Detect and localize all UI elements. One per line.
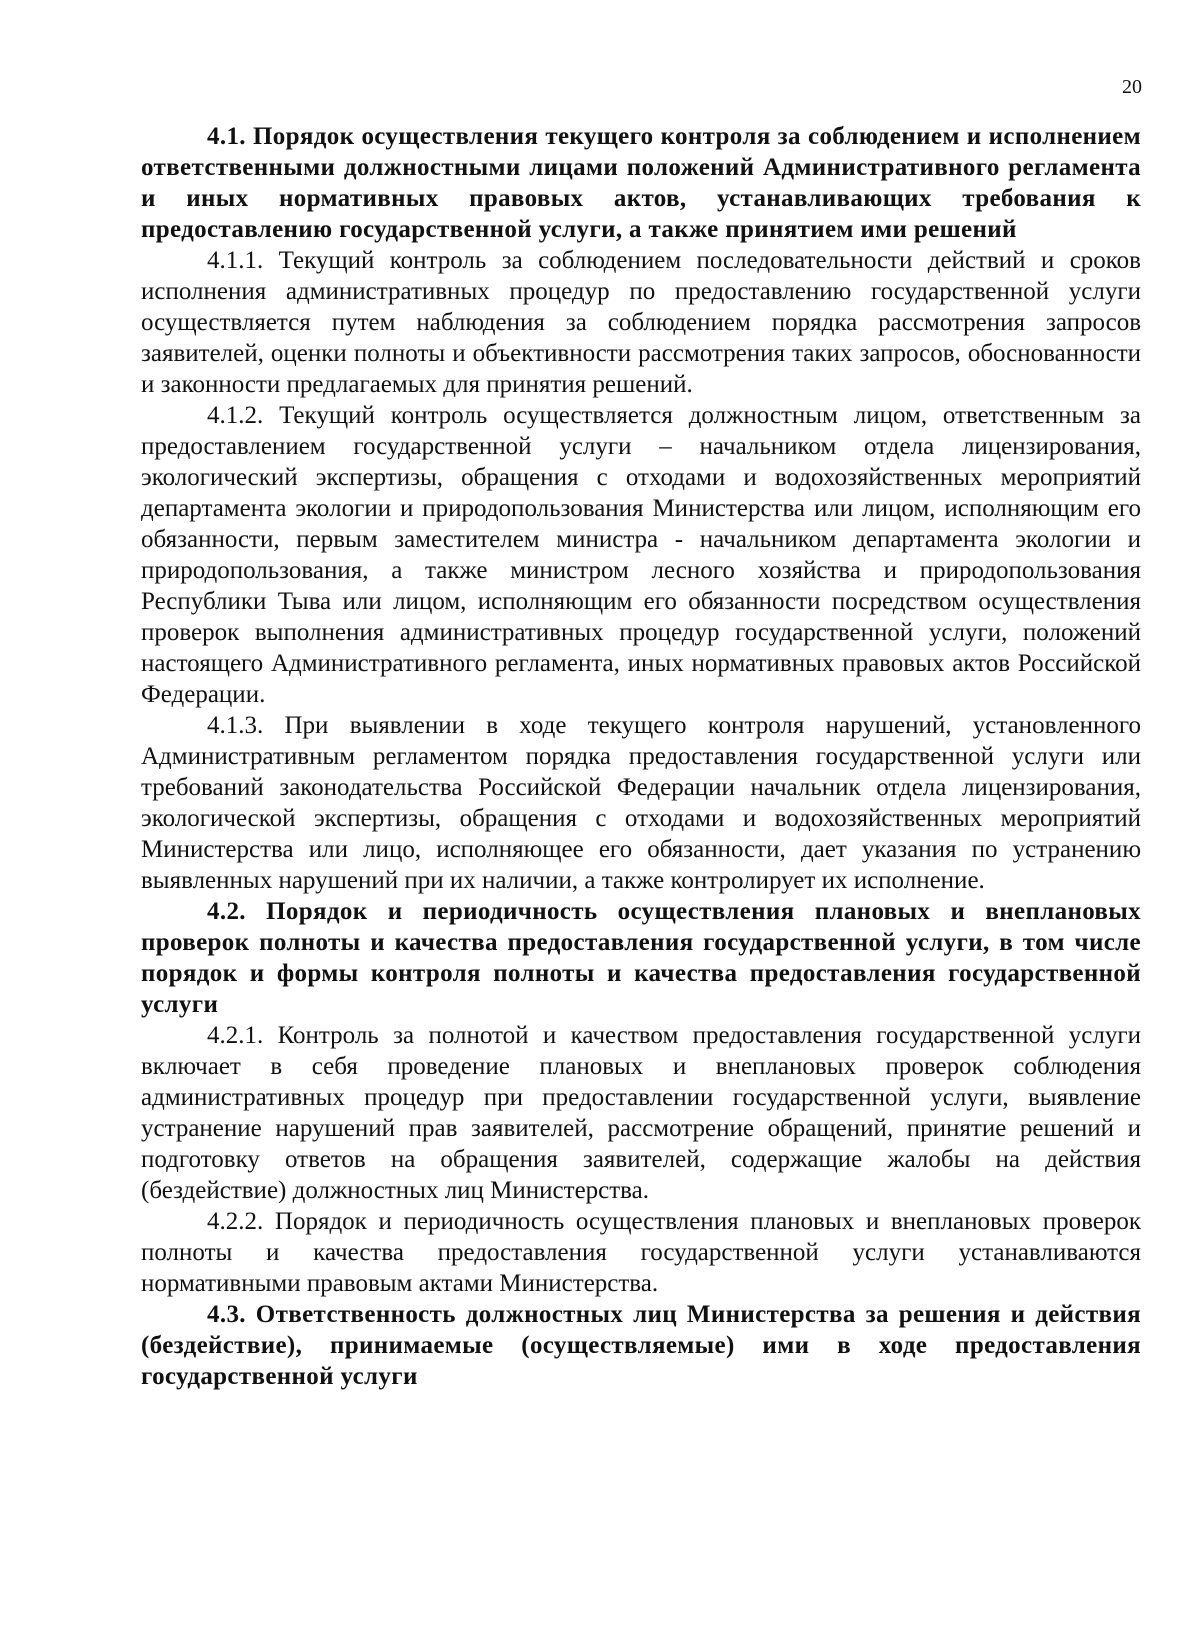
paragraph-4-2-2: 4.2.2. Порядок и периодичность осуществления плановых и внеплановых проверок полноты и качества предоставления государственной услуги устанавливаются нормативными правовым актами Министерства. (141, 1208, 1141, 1297)
section-heading-4-3: 4.3. Ответственность должностных лиц Министерства за решения и действия (бездействие), принимаемые (осуществляемые) ими в ходе предоставления государственной услуги (141, 1301, 1141, 1390)
section-heading-4-2: 4.2. Порядок и периодичность осуществления плановых и внеплановых проверок полноты и качества предоставления государственной услуги, в том числе порядок и формы контроля полноты и качества предоставления государственной услуги (141, 898, 1141, 1018)
page-number: 20 (1122, 76, 1142, 98)
document-body (141, 121, 1141, 1392)
paragraph-4-1-1: 4.1.1. Текущий контроль за соблюдением последовательности действий и сроков исполнения административных процедур по предоставлению государственной услуги осуществляется путем наблюдения за соблюдением порядка рассмотрения запросов заявителей, оценки полноты и объективности рассмотрения таких запросов, обоснованности и законности предлагаемых для принятия решений. (141, 247, 1141, 398)
paragraph-4-2-1: 4.2.1. Контроль за полнотой и качеством предоставления государственной услуги включает в себя проведение плановых и внеплановых проверок соблюдения административных процедур при предоставлении государственной услуги, выявление устранение нарушений прав заявителей, рассмотрение обращений, принятие решений и подготовку ответов на обращения заявителей, содержащие жалобы на действия (бездействие) должностных лиц Министерства. (141, 1022, 1141, 1204)
paragraph-4-1-2: 4.1.2. Текущий контроль осуществляется должностным лицом, ответственным за предоставлением государственной услуги – начальником отдела лицензирования, экологический экспертизы, обращения с отходами и водохозяйственных мероприятий департамента экологии и природопользования Министерства или лицом, исполняющим его обязанности, первым заместителем министра - начальником департамента экологии и природопользования, а также министром лесного хозяйства и природопользования Республики Тыва или лицом, исполняющим его обязанности посредством осуществления проверок выполнения административных процедур государственной услуги, положений настоящего Административного регламента, иных нормативных правовых актов Российской Федерации. (141, 402, 1141, 708)
section-heading-4-1: 4.1. Порядок осуществления текущего контроля за соблюдением и исполнением ответственными должностными лицами положений Административного регламента и иных нормативных правовых актов, устанавливающих требования к предоставлению государственной услуги, а также принятием ими решений (141, 123, 1141, 243)
paragraph-4-1-3: 4.1.3. При выявлении в ходе текущего контроля нарушений, установленного Административным регламентом порядка предоставления государственной услуги или требований законодательства Российской Федерации начальник отдела лицензирования, экологической экспертизы, обращения с отходами и водохозяйственных мероприятий Министерства или лицо, исполняющее его обязанности, дает указания по устранению выявленных нарушений при их наличии, а также контролирует их исполнение. (141, 712, 1141, 894)
